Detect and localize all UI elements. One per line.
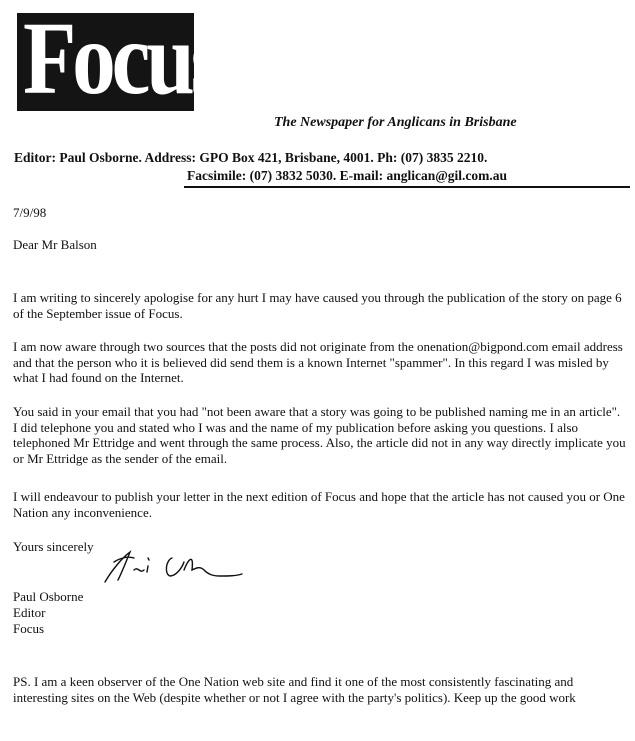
handwritten-signature: [100, 540, 250, 590]
letter-date: 7/9/98: [13, 205, 47, 220]
letter-paragraph-4: I will endeavour to publish your letter in the next edition of Focus and hope that the article has not caused you or One Nation any inconvenience.: [13, 489, 625, 520]
masthead-address-line2: Facsimile: (07) 3832 5030. E-mail: anglican@gil.com.au: [187, 168, 508, 183]
letter-salutation: Dear Mr Balson: [13, 237, 97, 252]
signer-org: Focus: [13, 621, 45, 636]
letter-postscript: PS. I am a keen observer of the One Nation web site and find it one of the most consistently fascinating and interesting sites on the Web (despite whether or not I agree with the party's politics). Keep up the good work: [13, 674, 576, 705]
letter-paragraph-1: I am writing to sincerely apologise for any hurt I may have caused you through the publication of the story on page 6 of the September issue of Focus.: [13, 290, 622, 321]
letter-closing: Yours sincerely: [13, 539, 94, 554]
logo-text: Focus: [23, 1, 221, 116]
masthead-address-line1: Editor: Paul Osborne. Address: GPO Box 421, Brisbane, 4001. Ph: (07) 3835 2210.: [14, 150, 488, 165]
letter-paragraph-3: You said in your email that you had "not been aware that a story was going to be published naming me in an article". I did telephone you and stated who I was and the name of my publication before asking you questions. I also telephoned Mr Ettridge and went through the same process. Also, the article did not in any way directly implicate you or Mr Ettridge as the sender of the email.: [13, 404, 626, 466]
signer-name: Paul Osborne: [13, 589, 84, 604]
signer-title: Editor: [13, 605, 46, 620]
letter-paragraph-2: I am now aware through two sources that the posts did not originate from the onenation@bigpond.com email address and that the person who it is believed did send them is a known Internet "spammer". In this regard I was misled by what I had found on the Internet.: [13, 339, 623, 385]
masthead-rule: [184, 186, 630, 188]
focus-logo: [17, 1, 221, 116]
masthead-tagline: The Newspaper for Anglicans in Brisbane: [274, 115, 517, 130]
